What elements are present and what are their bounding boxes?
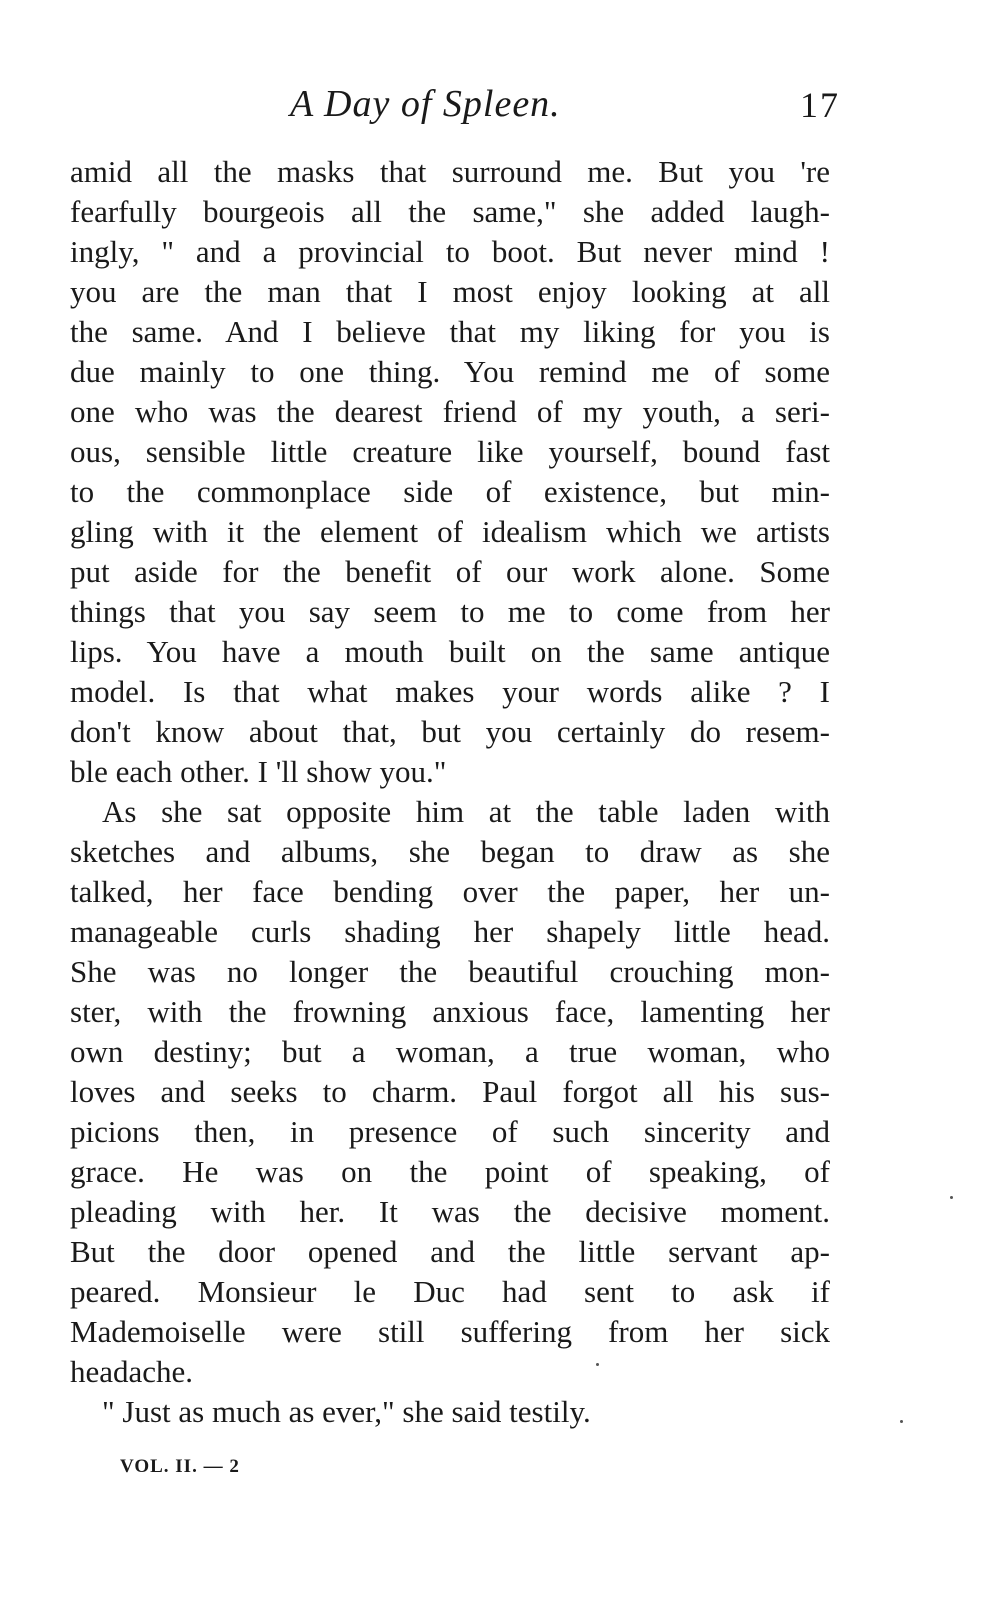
- text-line: But the door opened and the little servant ap-: [70, 1234, 830, 1269]
- print-speck: [900, 1420, 903, 1423]
- body-text: [70, 152, 830, 1432]
- text-line: manageable curls shading her shapely little head.: [70, 914, 830, 949]
- text-line: grace. He was on the point of speaking, of: [70, 1154, 830, 1189]
- text-line: model. Is that what makes your words alike ? I: [70, 674, 830, 709]
- text-line: gling with it the element of idealism which we artists: [70, 514, 830, 549]
- page-number: 17: [800, 85, 840, 125]
- paragraph-end-line: ble each other. I 'll show you.": [70, 754, 447, 789]
- text-line: one who was the dearest friend of my youth, a seri-: [70, 394, 830, 429]
- signature-mark: VOL. II. — 2: [120, 1456, 240, 1477]
- print-speck: [950, 1196, 953, 1199]
- running-title: A Day of Spleen.: [290, 83, 561, 125]
- text-line: own destiny; but a woman, a true woman, who: [70, 1034, 830, 1069]
- running-head: [70, 82, 840, 132]
- text-line: the same. And I believe that my liking for you is: [70, 314, 830, 349]
- text-line: peared. Monsieur le Duc had sent to ask if: [70, 1274, 830, 1309]
- text-line: you are the man that I most enjoy looking at all: [70, 274, 830, 309]
- text-line: to the commonplace side of existence, but min-: [70, 474, 830, 509]
- text-line: loves and seeks to charm. Paul forgot all his sus-: [70, 1074, 830, 1109]
- paragraph-end-line: headache.: [70, 1354, 194, 1389]
- dialogue-line: " Just as much as ever," she said testily.: [102, 1394, 591, 1429]
- text-line: lips. You have a mouth built on the same antique: [70, 634, 830, 669]
- text-line: ster, with the frowning anxious face, lamenting her: [70, 994, 830, 1029]
- text-line: due mainly to one thing. You remind me of some: [70, 354, 830, 389]
- text-line: ingly, " and a provincial to boot. But never mind !: [70, 234, 830, 269]
- text-line: fearfully bourgeois all the same," she added laugh-: [70, 194, 830, 229]
- text-line: amid all the masks that surround me. But you 're: [70, 154, 830, 189]
- text-line: things that you say seem to me to come from her: [70, 594, 830, 629]
- print-speck: [596, 1363, 599, 1366]
- text-line: don't know about that, but you certainly do resem-: [70, 714, 830, 749]
- text-line: Mademoiselle were still suffering from her sick: [70, 1314, 830, 1349]
- text-line: ous, sensible little creature like yourself, bound fast: [70, 434, 830, 469]
- text-line: talked, her face bending over the paper, her un-: [70, 874, 830, 909]
- text-line: pleading with her. It was the decisive moment.: [70, 1194, 830, 1229]
- text-line: put aside for the benefit of our work alone. Some: [70, 554, 830, 589]
- text-line: She was no longer the beautiful crouching mon-: [70, 954, 830, 989]
- text-line: sketches and albums, she began to draw as she: [70, 834, 830, 869]
- text-line: picions then, in presence of such sincerity and: [70, 1114, 830, 1149]
- paragraph-start-line: As she sat opposite him at the table laden with: [102, 794, 830, 829]
